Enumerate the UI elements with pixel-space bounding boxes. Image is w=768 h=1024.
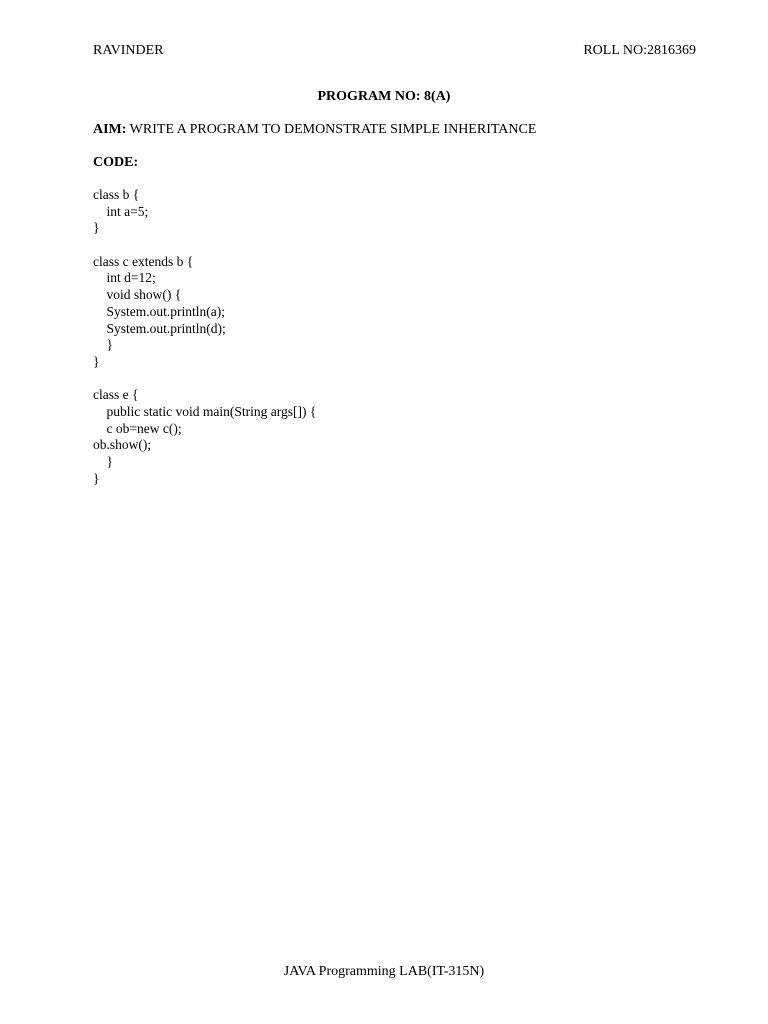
aim-text: WRITE A PROGRAM TO DEMONSTRATE SIMPLE INHERITANCE (126, 122, 537, 137)
code-line: c ob=new c(); (93, 420, 182, 436)
aim-statement (93, 121, 536, 139)
code-line: void show() { (93, 287, 182, 303)
aim-label: AIM: (93, 122, 127, 137)
code-line: int d=12; (93, 270, 156, 286)
code-line: } (93, 454, 113, 469)
student-name: RAVINDER (93, 43, 164, 58)
code-line: System.out.println(d); (93, 320, 226, 336)
code-line: } (93, 353, 100, 369)
code-line: public static void main(String args[]) { (93, 403, 317, 419)
code-line: } (93, 337, 113, 353)
code-line: int a=5; (93, 203, 149, 219)
code-line: System.out.println(a); (93, 303, 225, 319)
code-line: class e { (93, 387, 139, 403)
code-line: class b { (93, 187, 140, 202)
code-line (93, 371, 316, 388)
page-footer: JAVA Programming LAB(IT-315N) (283, 964, 485, 979)
code-line: class c extends b { (93, 253, 194, 269)
code-label: CODE: (93, 155, 139, 170)
code-line: ob.show(); (93, 437, 152, 453)
roll-number: ROLL NO:2816369 (583, 43, 696, 58)
code-block (93, 187, 316, 487)
program-title: PROGRAM NO: 8(A) (317, 89, 451, 104)
code-line: } (93, 470, 100, 486)
code-line (93, 237, 316, 254)
code-line: } (93, 220, 100, 236)
